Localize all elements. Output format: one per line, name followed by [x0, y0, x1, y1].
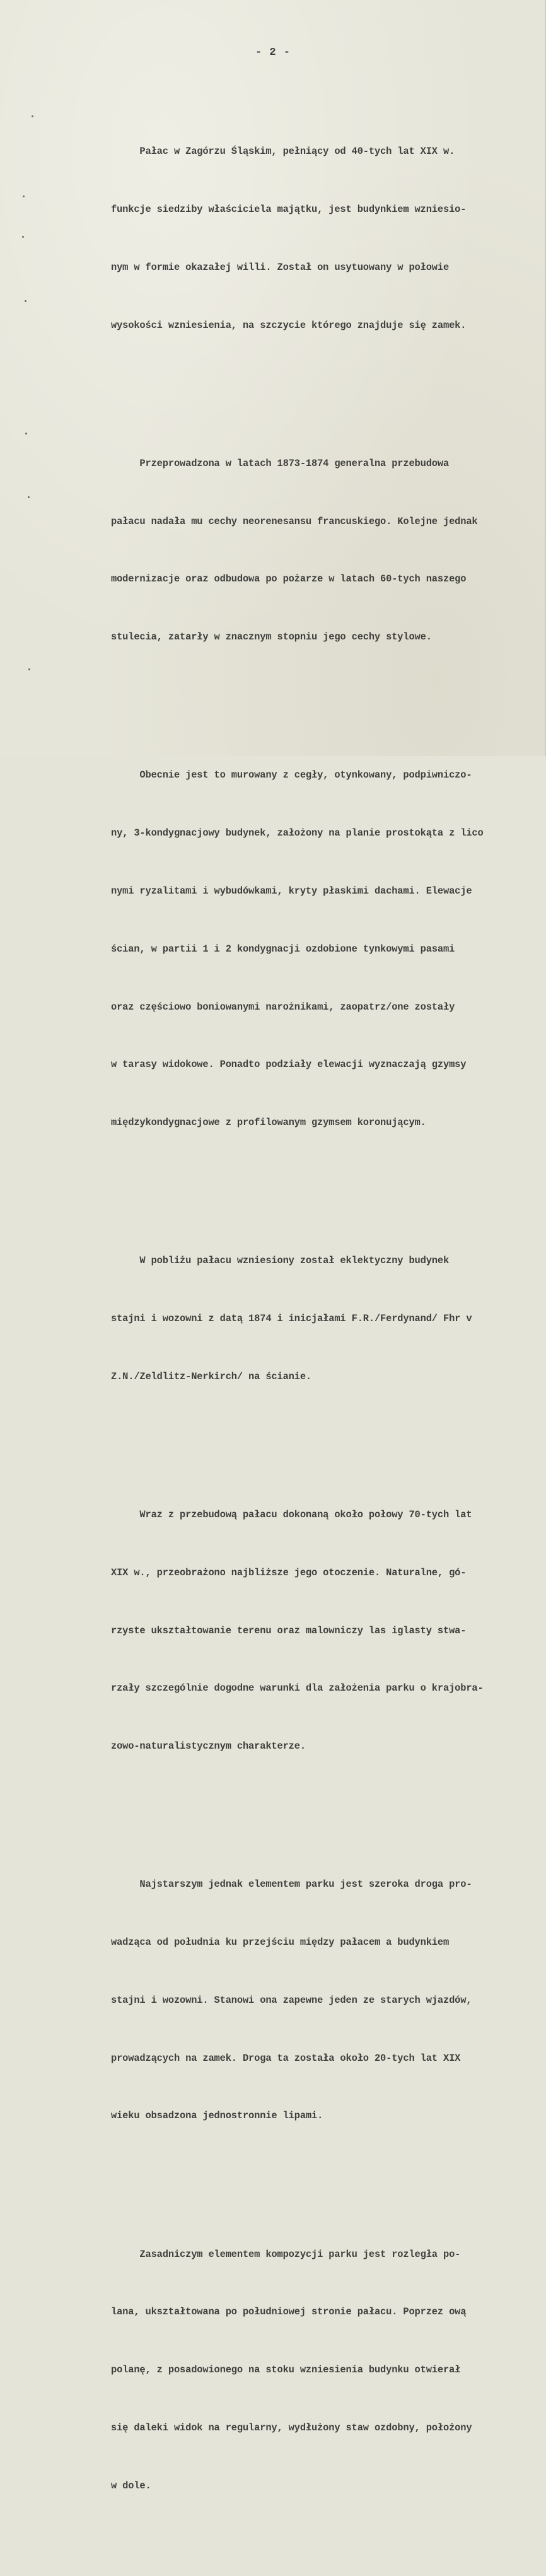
text-line: zowo-naturalistycznym charakterze. — [111, 1740, 306, 1752]
text-line: Zasadniczym elementem kompozycji parku jest rozległa po- — [111, 2248, 461, 2260]
text-line: lana, ukształtowana po południowej stronie pałacu. Poprzez ową — [111, 2306, 467, 2318]
text-line: prowadzących na zamek. Droga ta została około 20-tych lat XIX — [111, 2052, 461, 2064]
paragraph — [111, 1213, 533, 1425]
punch-mark — [22, 236, 24, 238]
punch-mark — [32, 115, 33, 117]
text-line: Obecnie jest to murowany z cegły, otynkowany, podpiwniczo- — [111, 769, 472, 781]
text-line: rzały szczególnie dogodne warunki dla założenia parku o krajobra- — [111, 1682, 484, 1694]
text-line: Wraz z przebudową pałacu dokonaną około połowy 70-tych lat — [111, 1508, 472, 1520]
text-line: wieku obsadzona jednostronnie lipami. — [111, 2110, 323, 2122]
text-line: pałacu nadała mu cechy neorenesansu francuskiego. Kolejne jednak — [111, 515, 478, 527]
text-line: nym w formie okazałej willi. Został on usytuowany w połowie — [111, 261, 450, 273]
text-line: w tarasy widokowe. Ponadto podziały elewacji wyznaczają gzymsy — [111, 1059, 467, 1071]
page-number: - 2 - — [255, 47, 291, 59]
text-line: funkcje siedziby właściciela majątku, jest budynkiem wzniesio- — [111, 204, 467, 216]
paragraph — [111, 2206, 533, 2534]
punch-mark — [23, 195, 25, 197]
text-line: międzykondygnacjowe z profilowanym gzymsem koronującym. — [111, 1117, 426, 1129]
punch-mark — [28, 496, 30, 498]
text-line: Przeprowadzona w latach 1873-1874 generalna przebudowa — [111, 457, 450, 469]
text-line: w dole. — [111, 2480, 151, 2491]
text-line: polanę, z posadowionego na stoku wzniesienia budynku otwierał — [111, 2364, 461, 2376]
text-line: Z.N./Zeldlitz-Nerkirch/ na ścianie. — [111, 1370, 312, 1382]
text-line: ścian, w partii 1 i 2 kondygnacji ozdobione tynkowymi pasami — [111, 943, 455, 955]
text-line: stajni i wozowni. Stanowi ona zapewne jeden ze starych wjazdów, — [111, 1994, 472, 2006]
punch-mark — [28, 668, 30, 670]
text-line: XIX w., przeobrażono najbliższe jego otoczenie. Naturalne, gó- — [111, 1566, 467, 1578]
punch-mark — [25, 433, 27, 434]
text-line: ny, 3-kondygnacjowy budynek, założony na planie prostokąta z lico — [111, 827, 484, 839]
text-line: stajni i wozowni z datą 1874 i inicjałami F.R./Ferdynand/ Fhr v — [111, 1313, 472, 1324]
text-line: się daleki widok na regularny, wydłużony staw ozdobny, położony — [111, 2422, 472, 2433]
text-line: wysokości wzniesienia, na szczycie którego znajduje się zamek. — [111, 319, 467, 331]
paragraph — [111, 103, 533, 373]
paragraph — [111, 727, 533, 1171]
text-line: Najstarszym jednak elementem parku jest szeroka droga pro- — [111, 1879, 472, 1891]
text-line: modernizacje oraz odbudowa po pożarze w latach 60-tych naszego — [111, 573, 467, 585]
typewritten-body — [111, 65, 533, 2576]
paragraph — [111, 1467, 533, 1795]
text-line: stulecia, zatarły w znacznym stopniu jego cechy stylowe. — [111, 631, 432, 643]
text-line: oraz częściowo boniowanymi narożnikami, zaopatrz/one zostały — [111, 1001, 455, 1013]
paragraph — [111, 1836, 533, 2164]
text-line: rzyste ukształtowanie terenu oraz malowniczy las iglasty stwa- — [111, 1624, 467, 1636]
text-line: W pobliżu pałacu wzniesiony został eklektyczny budynek — [111, 1255, 450, 1267]
text-line: Pałac w Zagórzu Śląskim, pełniący od 40-tych lat XIX w. — [111, 146, 455, 158]
paragraph — [111, 416, 533, 685]
punch-mark — [25, 300, 26, 302]
text-line: nymi ryzalitami i wybudówkami, kryty płaskimi dachami. Elewacje — [111, 885, 472, 897]
text-line: wadząca od południa ku przejściu między pałacem a budynkiem — [111, 1937, 450, 1948]
